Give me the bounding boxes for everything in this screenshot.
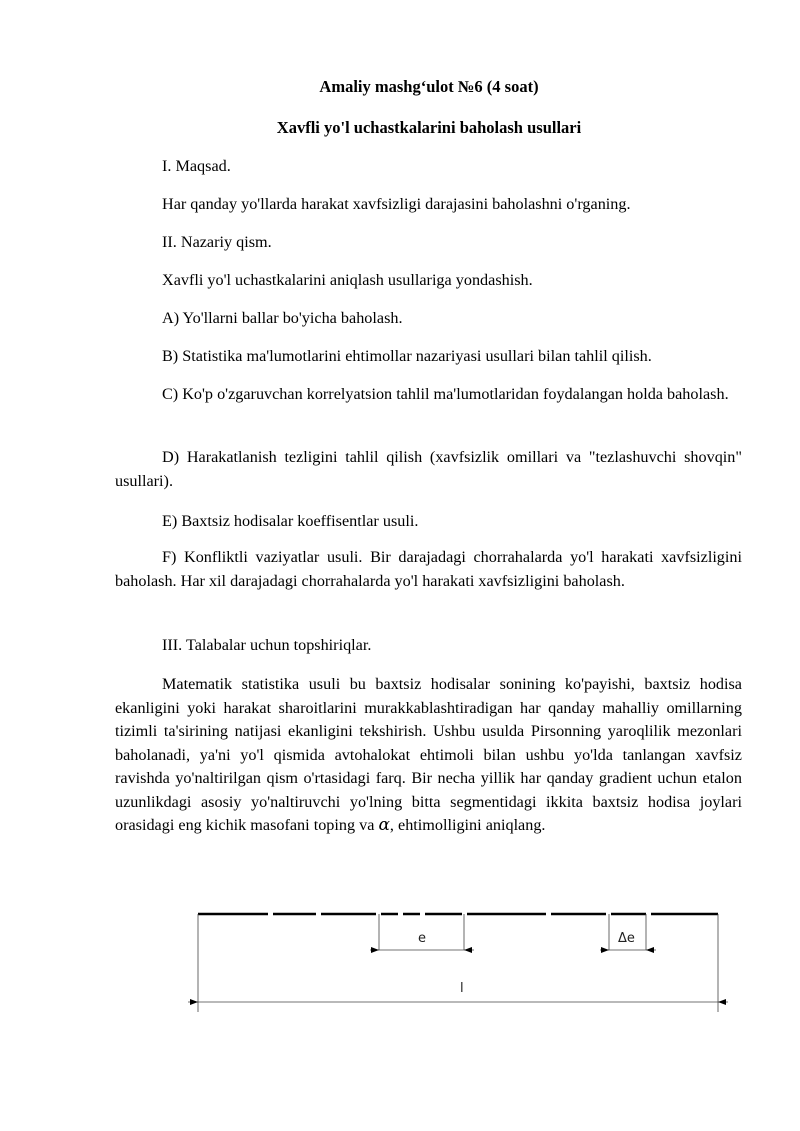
alpha-symbol: α [378, 815, 390, 835]
method-e: E) Baxtsiz hodisalar koeffisentlar usuli. [162, 512, 419, 530]
dimension-l [188, 981, 728, 1005]
section-heading-nazariy: II. Nazariy qism. [162, 233, 272, 251]
paragraph-maqsad: Har qanday yo'llarda harakat xavfsizligi darajasini baholashni o'rganing. [162, 195, 631, 213]
paragraph-tasks [115, 673, 742, 838]
method-b: B) Statistika ma'lumotlarini ehtimollar nazariyasi usullari bilan tahlil qilish. [162, 347, 652, 365]
method-f: F) Konfliktli vaziyatlar usuli. Bir darajadagi chorrahalarda yo'l harakati xavfsizligini baholash. Har xil darajadagi chorrahalarda yo'l harakati xavfsizligini baholash. [115, 548, 742, 590]
section-heading-tasks: III. Talabalar uchun topshiriqlar. [162, 636, 372, 654]
label-l: l [460, 981, 464, 996]
dimension-e [370, 931, 474, 953]
method-d: D) Harakatlanish tezligini tahlil qilish (xavfsizlik omillari va "tezlashuvchi shovqin" usullari). [115, 448, 742, 490]
dimension-delta-e [600, 931, 656, 953]
page-title: Amaliy mashg‘ulot №6 (4 soat) [319, 77, 539, 96]
method-c: C) Ko'p o'zgaruvchan korrelyatsion tahlil ma'lumotlaridan foydalangan holda baholash. [162, 385, 729, 403]
paragraph-nazariy-intro: Xavfli yo'l uchastkalarini aniqlash usullariga yondashish. [162, 271, 533, 289]
tasks-text: Matematik statistika usuli bu baxtsiz hodisalar sonining ko'payishi, baxtsiz hodisa ekanligini yoki harakat sharoitlarini murakkablashtiradigan har qanday mahalliy omillarning tizimli ta'sirining natijasi ekanligini tekshirish. Ushbu usulda Pirsonning yaroqlilik mezonlari baholanadi, ya'ni yo'l qismida avtohalokat ehtimoli bilan ushbu yo'lda tanlangan xavfsiz ravishda yo'naltirilgan qism o'rtasidagi farq. Bir necha yillik har qanday gradient uchun etalon uzunlikdagi asosiy yo'naltiruvchi yo'lning bitta segmentidagi ikkita baxtsiz hodisa joylari orasidagi eng kichik masofani toping va [115, 675, 742, 834]
method-a: A) Yo'llarni ballar bo'yicha baholash. [162, 309, 403, 327]
extension-lines [198, 914, 718, 1012]
road-segment-diagram [0, 900, 800, 1030]
page-subtitle: Xavfli yo'l uchastkalarini baholash usullari [276, 118, 582, 137]
label-e: e [418, 931, 426, 946]
section-heading-maqsad: I. Maqsad. [162, 157, 231, 175]
label-delta-e: Δe [618, 931, 635, 946]
tasks-tail: , ehtimolligini aniqlang. [389, 816, 546, 834]
